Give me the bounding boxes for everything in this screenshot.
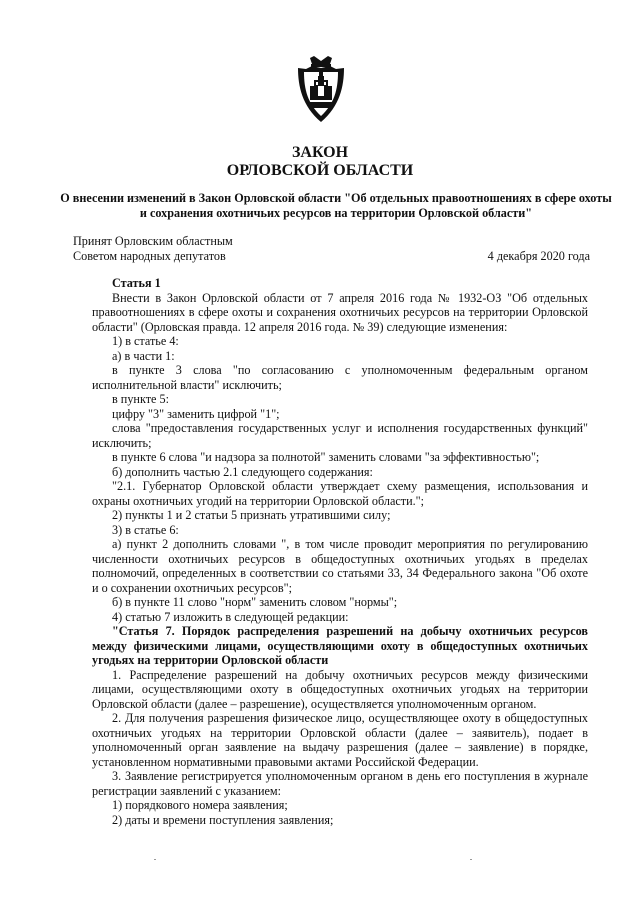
law-region-title: ОРЛОВСКОЙ ОБЛАСТИ [226, 162, 414, 179]
paragraph: 1) порядкового номера заявления; [112, 798, 288, 812]
adoption-date: 4 декабря 2020 года [487, 249, 590, 263]
paragraph: а) пункт 2 дополнить словами ", в том числе проводит мероприятия по регулированию численности охотничьих ресурсов в общедоступных охотничьих угодьях в пределах полномочий, определенных в соответствии со статьями 33, 34 Федерального закона "Об охоте и о сохранении охотничьих ресурсов"; [92, 537, 588, 595]
coat-of-arms-emblem [296, 56, 346, 124]
paragraph: 1. Распределение разрешений на добычу охотничьих ресурсов между физическими лицами, осуществляющими охоту в общедоступных охотничьих угодьях на территории Орловской области (далее – разрешение), осуществляется уполномоченным органом. [92, 667, 588, 711]
paragraph: слова "предоставления государственных услуг и исполнения государственных функций" исключить; [92, 421, 588, 450]
paragraph: 3) в статье 6: [112, 522, 179, 537]
paragraph: а) в части 1: [112, 348, 175, 363]
law-title: ЗАКОН [291, 144, 349, 161]
paragraph: 2. Для получения разрешения физическое лицо, осуществляющее охоту в общедоступных охотничьих угодьях на территории Орловской области (далее – заявитель), подает в уполномоченный орган заявление на выдачу разрешения (далее – заявление) в порядке, установленном нормативными правовыми актами Российской Федерации. [92, 711, 588, 769]
law-subtitle: О внесении изменений в Закон Орловской области "Об отдельных правоотношениях в сфере охоты и сохранения охотничьих ресурсов на территории Орловской области" [60, 191, 612, 220]
paragraph: Внести в Закон Орловской области от 7 апреля 2016 года № 1932-ОЗ "Об отдельных правоотношениях в сфере охоты и сохранения охотничьих ресурсов на территории Орловской области" (Орловская правда. 12 апреля 2016 года. № 39) следующие изменения: [92, 290, 588, 334]
paragraph: цифру "3" заменить цифрой "1"; [112, 406, 280, 421]
adoption-line-2: Советом народных депутатов [73, 249, 226, 263]
paragraph: "2.1. Губернатор Орловской области утверждает схему размещения, использования и охраны охотничьих угодий на территории Орловской области."; [92, 479, 588, 508]
paragraph: 2) даты и времени поступления заявления; [112, 812, 334, 827]
adoption-line-1: Принят Орловским областным [73, 234, 233, 248]
paragraph: 4) статью 7 изложить в следующей редакции: [112, 609, 349, 624]
paragraph: б) дополнить частью 2.1 следующего содержания: [112, 464, 373, 479]
article-body [92, 276, 588, 827]
scan-speck [470, 859, 472, 860]
article-7-heading: "Статья 7. Порядок распределения разрешений на добычу охотничьих ресурсов между физическими лицами, осуществляющими охоту в общедоступных охотничьих угодьях на территории Орловской области [92, 624, 588, 667]
paragraph: 3. Заявление регистрируется уполномоченным органом в день его поступления в журнале регистрации заявлений с указанием: [92, 769, 588, 798]
article-heading: Статья 1 [112, 276, 161, 290]
paragraph: в пункте 6 слова "и надзора за полнотой" заменить словами "за эффективностью"; [112, 450, 540, 464]
paragraph: 2) пункты 1 и 2 статьи 5 признать утратившими силу; [112, 508, 391, 522]
paragraph: в пункте 5: [112, 392, 169, 406]
paragraph: б) в пункте 11 слово "норм" заменить словом "нормы"; [112, 595, 398, 609]
paragraph: 1) в статье 4: [112, 334, 179, 348]
adoption-block [73, 234, 233, 264]
scan-speck [154, 859, 156, 860]
paragraph: в пункте 3 слова "по согласованию с уполномоченным федеральным органом исполнительной власти" исключить; [92, 363, 588, 392]
